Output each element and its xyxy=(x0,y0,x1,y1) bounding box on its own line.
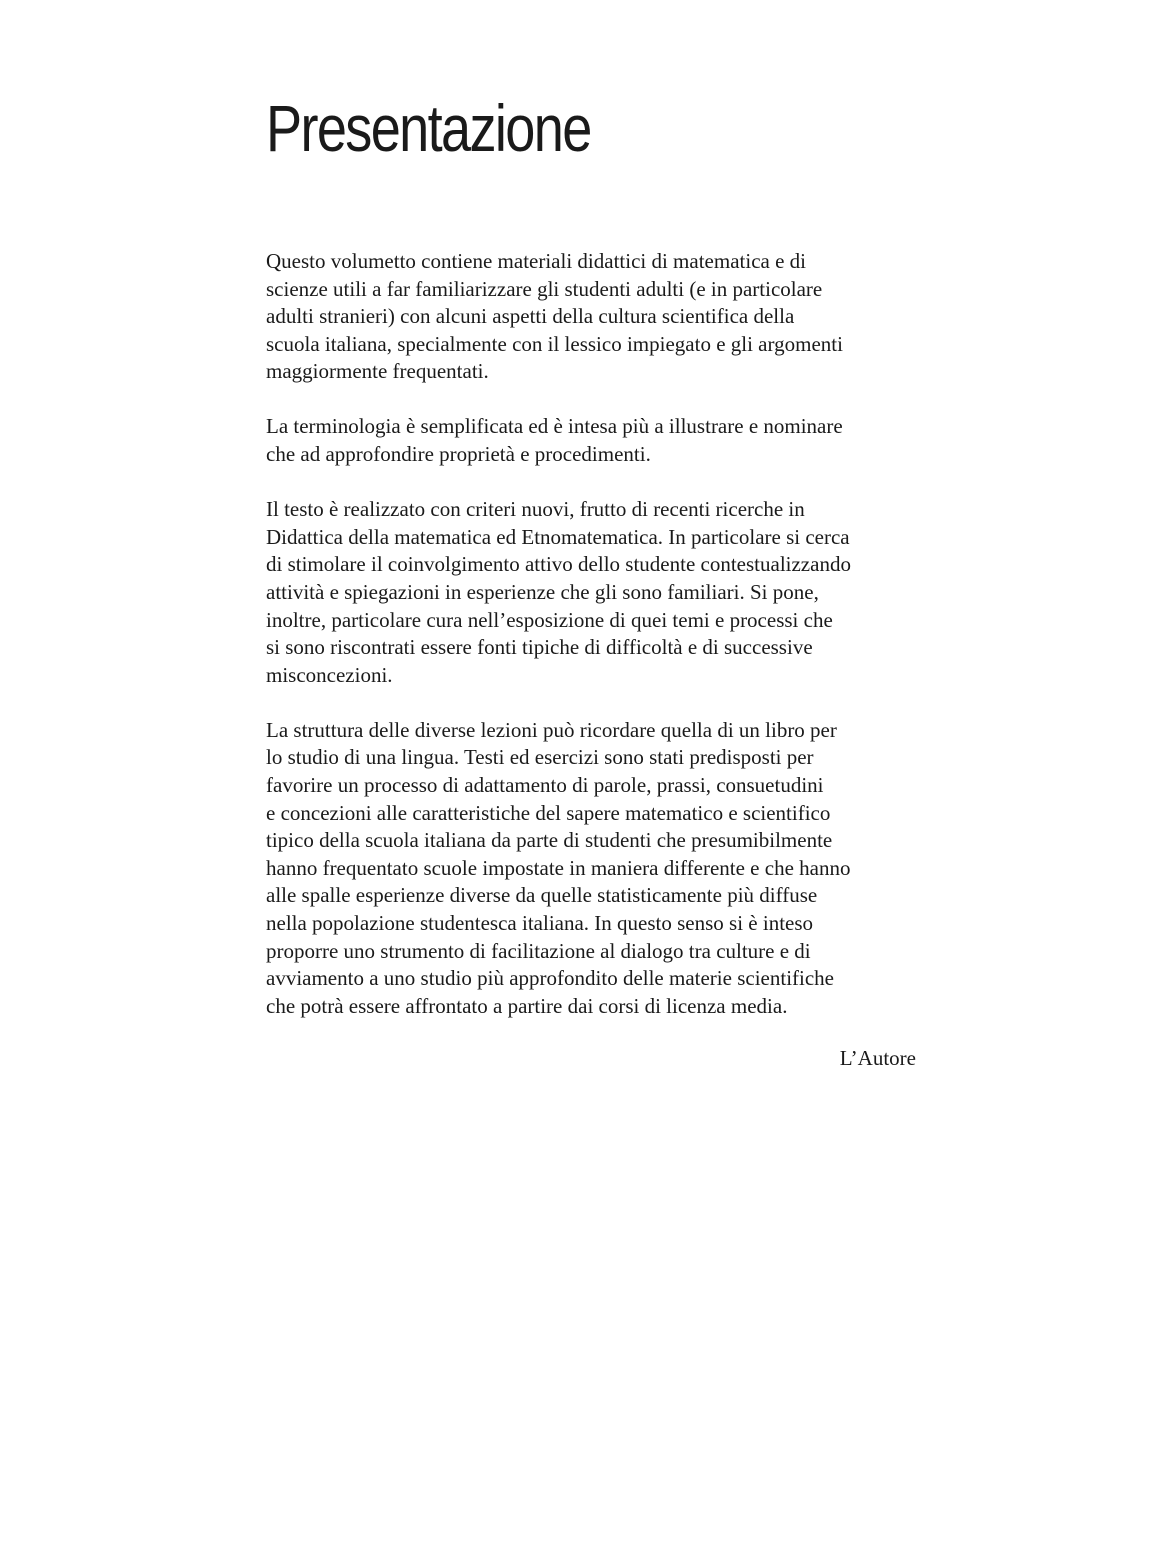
paragraph-3 xyxy=(266,496,916,689)
text-line: hanno frequentato scuole impostate in maniera differente e che hanno xyxy=(266,855,851,880)
text-line: che potrà essere affrontato a partire dai corsi di licenza media. xyxy=(266,993,788,1018)
text-line: tipico della scuola italiana da parte di studenti che presumibilmente xyxy=(266,828,833,853)
text-line: alle spalle esperienze diverse da quelle statisticamente più diffuse xyxy=(266,883,818,908)
text-line: che ad approfondire proprietà e procedimenti. xyxy=(266,442,651,467)
text-line: proporre uno strumento di facilitazione al dialogo tra culture e di xyxy=(266,938,811,963)
body-text xyxy=(266,248,916,1048)
text-line: e concezioni alle caratteristiche del sapere matematico e scientifico xyxy=(266,800,831,825)
text-line: inoltre, particolare cura nell’esposizione di quei temi e processi che xyxy=(266,607,833,632)
text-line: La struttura delle diverse lezioni può ricordare quella di un libro per xyxy=(266,717,837,742)
paragraph-1 xyxy=(266,248,916,386)
text-line: nella popolazione studentesca italiana. In questo senso si è inteso xyxy=(266,910,814,935)
text-line: scienze utili a far familiarizzare gli studenti adulti (e in particolare xyxy=(266,276,823,301)
text-line: adulti stranieri) con alcuni aspetti della cultura scientifica della xyxy=(266,304,795,329)
text-line: favorire un processo di adattamento di parole, prassi, consuetudini xyxy=(266,773,824,797)
paragraph-4 xyxy=(266,717,916,1021)
text-line: scuola italiana, specialmente con il lessico impiegato e gli argomenti xyxy=(266,331,843,356)
page-title: Presentazione xyxy=(266,91,591,165)
text-line: lo studio di una lingua. Testi ed esercizi sono stati predisposti per xyxy=(266,745,814,770)
text-line: maggiormente frequentati. xyxy=(266,359,489,384)
text-line: si sono riscontrati essere fonti tipiche di difficoltà e di successive xyxy=(266,635,813,660)
text-line: avviamento a uno studio più approfondito delle materie scientifiche xyxy=(266,966,834,991)
text-line: Questo volumetto contiene materiali didattici di matematica e di xyxy=(266,249,806,273)
text-line: di stimolare il coinvolgimento attivo dello studente contestualizzando xyxy=(266,552,851,577)
text-line: misconcezioni. xyxy=(266,662,393,687)
author-signature: L’Autore xyxy=(839,1046,916,1070)
paragraph-2 xyxy=(266,413,916,468)
text-line: Didattica della matematica ed Etnomatematica. In particolare si cerca xyxy=(266,524,850,549)
text-line: attività e spiegazioni in esperienze che gli sono familiari. Si pone, xyxy=(266,579,819,604)
text-line: Il testo è realizzato con criteri nuovi, frutto di recenti ricerche in xyxy=(266,497,805,522)
text-line: La terminologia è semplificata ed è intesa più a illustrare e nominare xyxy=(266,414,843,439)
